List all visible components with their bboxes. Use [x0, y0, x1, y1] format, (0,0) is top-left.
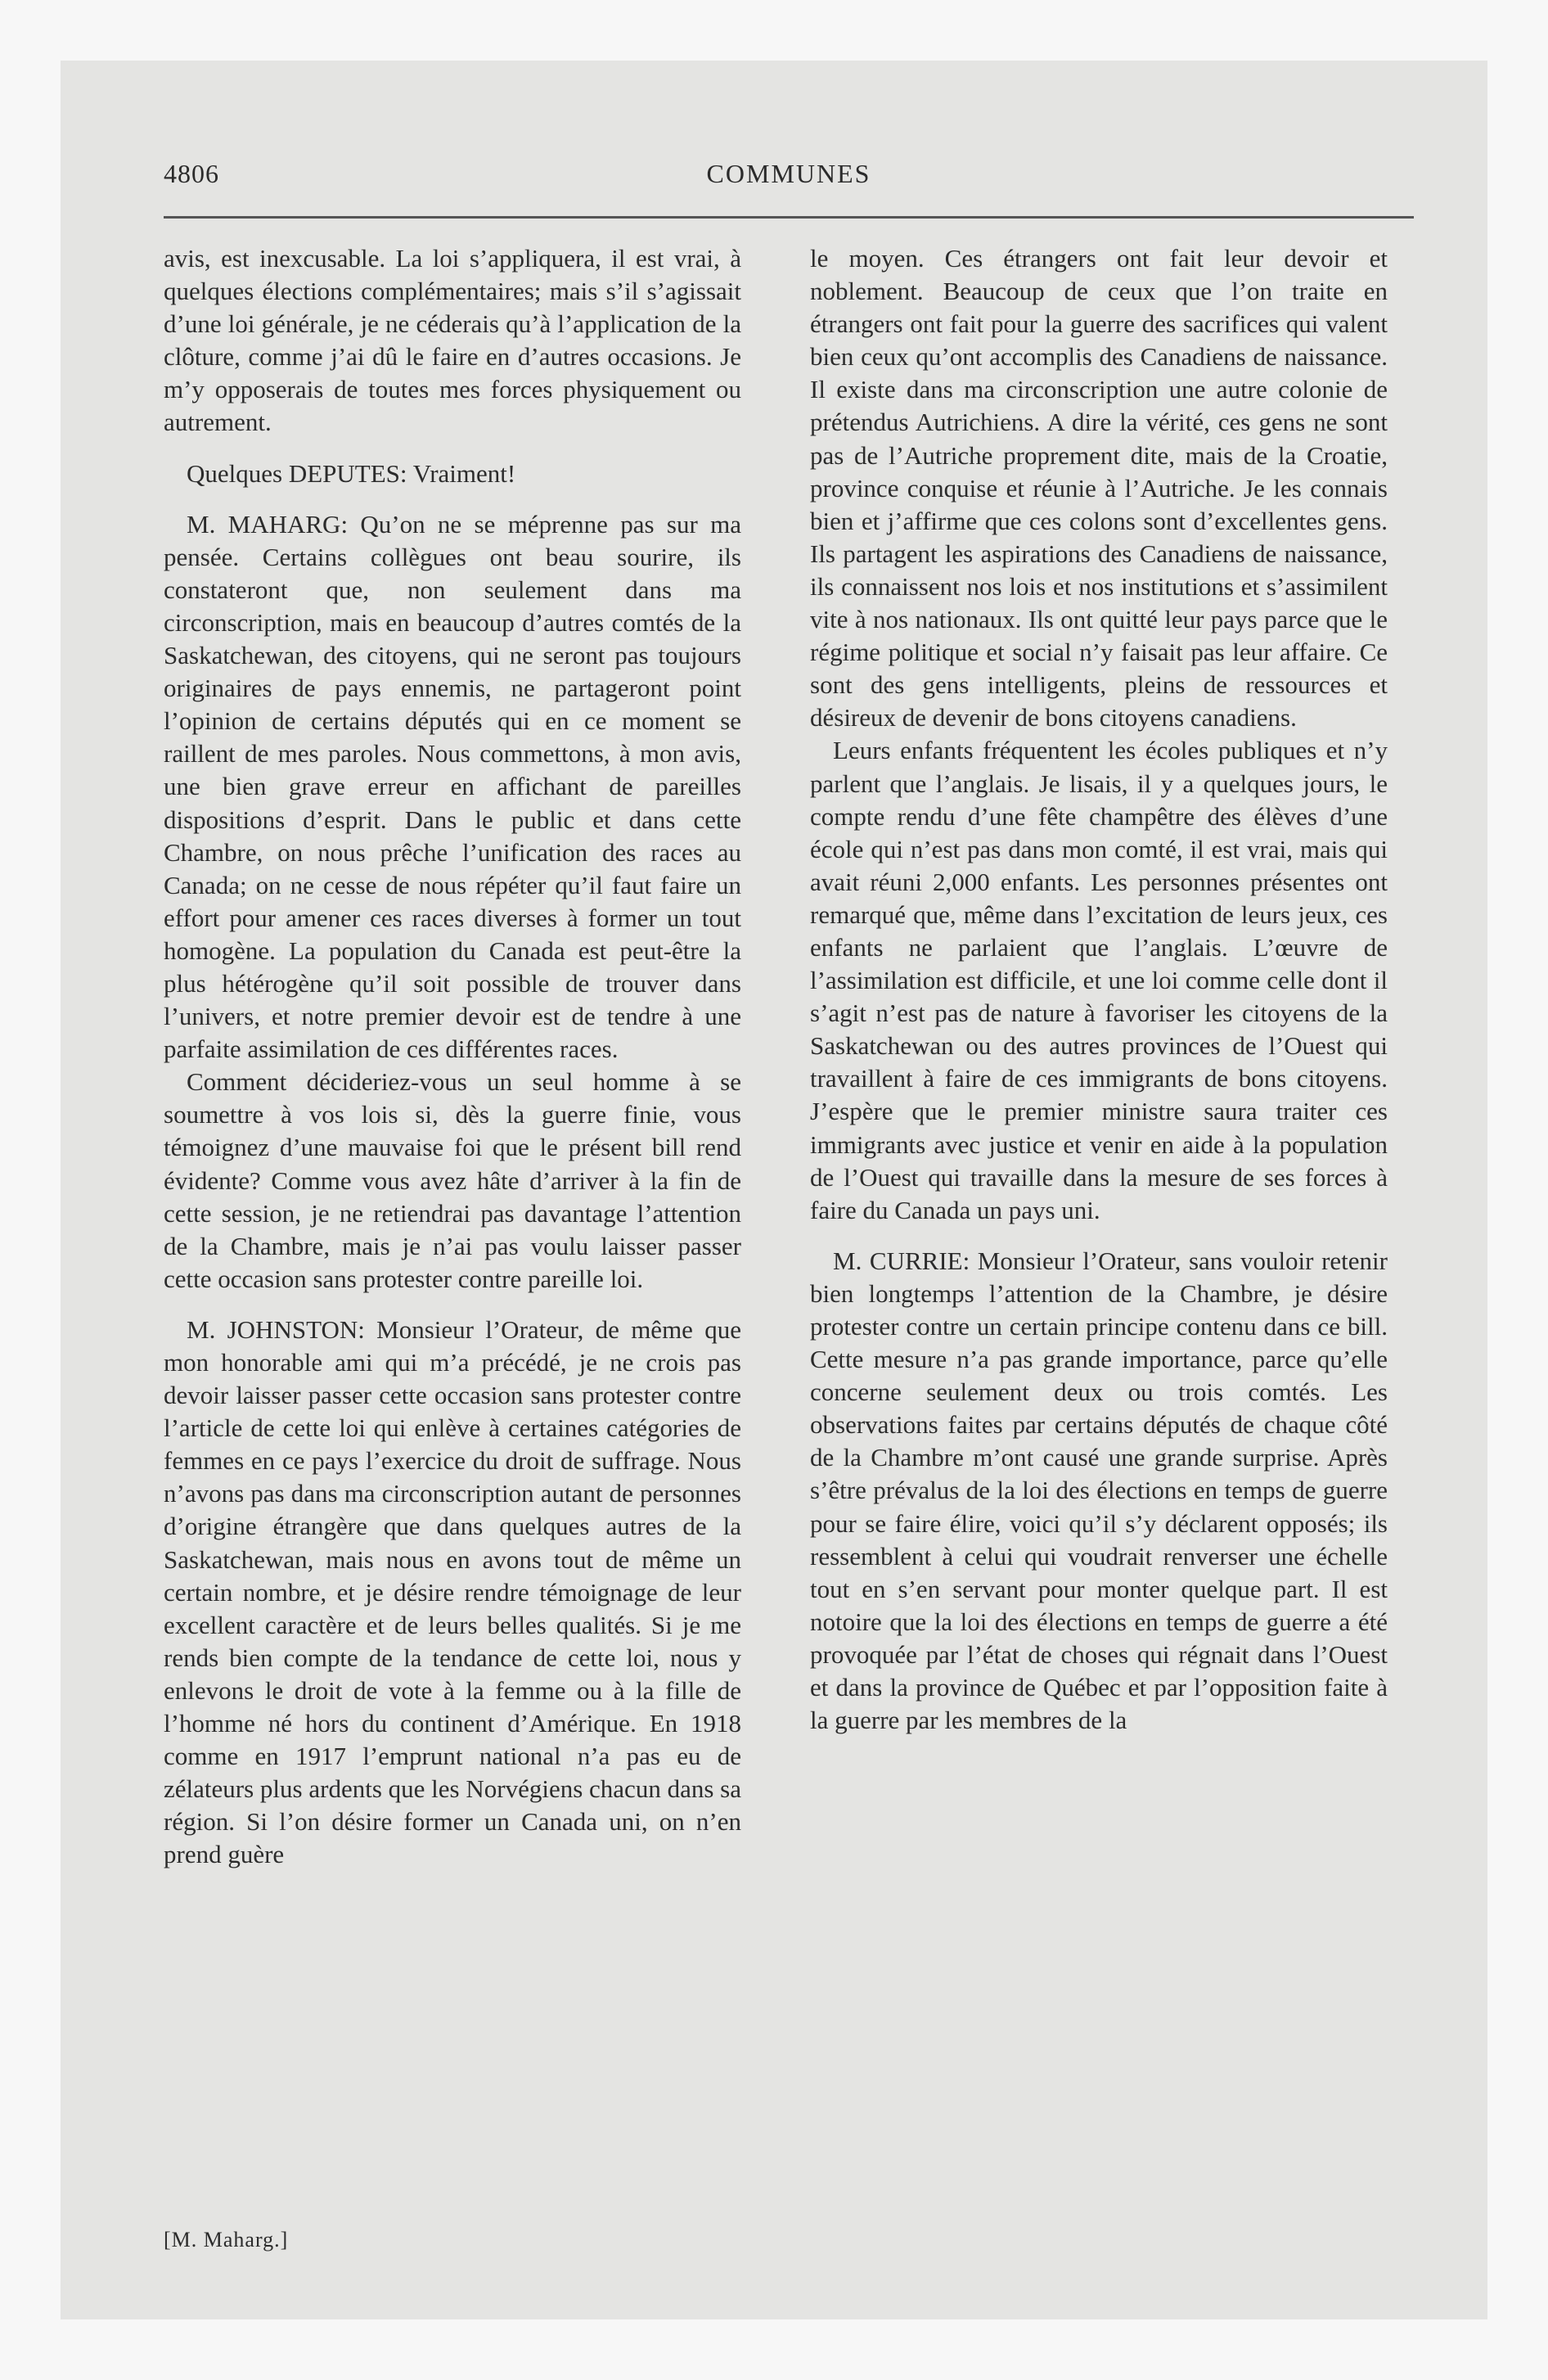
paragraph-speaker-maharg: M. MAHARG: Qu’on ne se méprenne pas sur ma pensée. Certains collègues ont beau sourire, ils constateront que, non seulement dans ma circonscription, mais en beaucoup d’autres comtés de la Saskatchewan, des citoyens, qui ne seront pas toujours originaires de pays ennemis, ne partageront point l’opinion de certains députés qui en ce moment se raillent de mes paroles. Nous commettons, à mon avis, une bien grave erreur en affichant de pareilles dispositions d’esprit. Dans le public et dans cette Chambre, on nous prêche l’unification des races au Canada; on ne cesse de nous répéter qu’il faut faire un effort pour amener ces races diverses à former un tout homogène. La population du Canada est peut-être la plus hétérogène qu’il soit possible de trouver dans l’univers, et notre premier devoir est de tendre à une parfaite assimilation de ces différentes races.	[164, 509, 741, 1064]
left-column	[164, 242, 741, 1872]
paragraph: Comment décideriez-vous un seul homme à se soumettre à vos lois si, dès la guerre finie, vous témoignez d’une mauvaise foi que le présent bill rend évidente? Comme vous avez hâte d’arriver à la fin de cette session, je ne retiendrai pas davantage l’attention de la Chambre, mais je n’ai pas voulu laisser passer cette occasion sans protester contre pareille loi.	[164, 1067, 741, 1293]
paragraph: avis, est inexcusable. La loi s’appliquera, il est vrai, à quelques élections complémentaires; mais s’il s’agissait d’une loi générale, je ne céderais qu’à l’application de la clôture, comme j’ai dû le faire en d’autres occasions. Je m’y opposerais de toutes mes forces physiquement ou autrement.	[164, 244, 741, 437]
paragraph: le moyen. Ces étrangers ont fait leur devoir et noblement. Beaucoup de ceux que l’on traite en étrangers ont fait pour la guerre des sacrifices qui valent bien ceux qu’ont accomplis des Canadiens de naissance. Il existe dans ma circonscription une autre colonie de prétendus Autrichiens. A dire la vérité, ces gens ne sont pas de l’Autriche proprement dite, mais de la Croatie, province conquise et réunie à l’Autriche. Je les connais bien et j’affirme que ces colons sont d’excellentes gens. Ils partagent les aspirations des Canadiens de naissance, ils connaissent nos lois et nos institutions et s’assimilent vite à nos nationaux. Ils ont quitté leur pays parce que le régime politique et social n’y faisait pas leur affaire. Ce sont des gens intelligents, pleins de ressources et désireux de devenir de bons citoyens canadiens.	[810, 244, 1388, 732]
running-title: COMMUNES	[706, 159, 871, 188]
page-number: 4806	[164, 159, 219, 188]
speaker-reference: [M. Maharg.]	[164, 2228, 289, 2252]
page-header	[164, 159, 1414, 195]
paragraph-interjection: Quelques DEPUTES: Vraiment!	[187, 458, 516, 488]
header-rule	[164, 216, 1414, 219]
right-column	[810, 242, 1388, 1737]
paragraph: Leurs enfants fréquentent les écoles publiques et n’y parlent que l’anglais. Je lisais, il y a quelques jours, le compte rendu d’une fête champêtre des élèves d’une école qui n’est pas dans mon comté, il est vrai, mais qui avait réuni 2,000 enfants. Les personnes présentes ont remarqué que, même dans l’excitation de leurs jeux, ces enfants ne parlaient que l’anglais. L’œuvre de l’assimilation est difficile, et une loi comme celle dont il s’agit n’est pas de nature à favoriser les citoyens de la Saskatchewan ou des autres provinces de l’Ouest qui travaillent à faire de ces immigrants de bons citoyens. J’espère que le premier ministre saura traiter ces immigrants avec justice et venir en aide à la population de l’Ouest qui travaille dans la mesure de ses forces à faire du Canada un pays uni.	[810, 736, 1388, 1224]
paragraph-speaker-currie: M. CURRIE: Monsieur l’Orateur, sans vouloir retenir bien longtemps l’attention de la Chambre, je désire protester contre un certain principe contenu dans ce bill. Cette mesure n’a pas grande importance, parce qu’elle concerne seulement deux ou trois comtés. Les observations faites par certains députés de chaque côté de la Chambre m’ont causé une grande surprise. Après s’être prévalus de la loi des élections en temps de guerre pour se faire élire, voici qu’il s’y déclarent opposés; ils ressemblent à celui qui voudrait renverser une échelle tout en s’en servant pour monter quelque part. Il est notoire que la loi des élections en temps de guerre a été provoquée par l’état de choses qui régnait dans l’Ouest et dans la province de Québec et par l’opposition faite à la guerre par les membres de la	[810, 1246, 1388, 1735]
paragraph-speaker-johnston: M. JOHNSTON: Monsieur l’Orateur, de même que mon honorable ami qui m’a précédé, je ne crois pas devoir laisser passer cette occasion sans protester contre l’article de cette loi qui enlève à certaines catégories de femmes en ce pays l’exercice du droit de suffrage. Nous n’avons pas dans ma circonscription autant de personnes d’origine étrangère que dans quelques autres de la Saskatchewan, mais nous en avons tout de même un certain nombre, et je désire rendre témoignage de leur excellent caractère et de leurs belles qualités. Si je me rends bien compte de la tendance de cette loi, nous y enlevons le droit de vote à la femme ou à la fille de l’homme né hors du continent d’Amérique. En 1918 comme en 1917 l’emprunt national n’a pas eu de zélateurs plus ardents que les Norvégiens chacun dans sa région. Si l’on désire former un Canada uni, on n’en prend guère	[164, 1314, 741, 1869]
